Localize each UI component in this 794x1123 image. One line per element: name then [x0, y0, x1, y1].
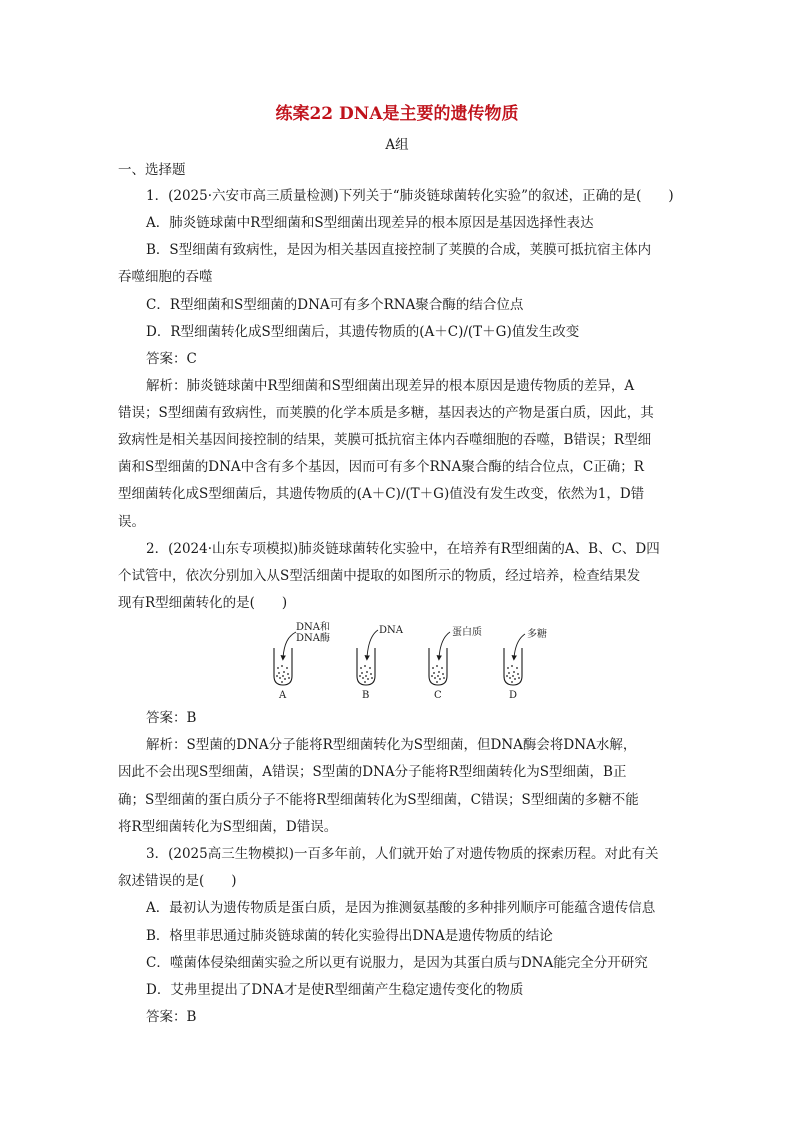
q3-stem-2: 叙述错误的是( ): [118, 873, 237, 889]
tube-c-bacteria: [431, 665, 445, 683]
tube-d-bacteria: [506, 665, 520, 683]
q2-answer: 答案：B: [146, 710, 197, 726]
q2-stem-2: 个试管中，依次分别加入从S型活细菌中提取的如图所示的物质，经过培养，检查结果发: [118, 568, 641, 584]
q1-answer: 答案：C: [146, 351, 197, 367]
q2-explanation-2: 因此不会出现S型细菌，A错误；S型菌的DNA分子能将R型细菌转化为S型细菌，B正: [118, 764, 627, 780]
q3-stem-1: 3．(2025高三生物模拟)一百多年前，人们就开始了对遗传物质的探索历程。对此有关: [146, 846, 659, 862]
q1-option-b-cont: 吞噬细胞的吞噬: [118, 269, 213, 285]
tube-c: [429, 625, 482, 700]
q1-explanation-5: 型细菌转化成S型细菌后，其遗传物质的(A＋C)/(T＋G)值没有发生改变，依然为1，D错: [118, 486, 645, 502]
page-title: 练案22 DNA是主要的遗传物质: [275, 104, 519, 124]
q2-explanation-1: 解析：S型菌的DNA分子能将R型细菌转化为S型细菌，但DNA酶会将DNA水解，: [146, 737, 637, 753]
q2-stem-1: 2．(2024·山东专项模拟)肺炎链球菌转化实验中，在培养有R型细菌的A、B、C、D四: [146, 541, 660, 557]
q2-explanation-3: 确；S型细菌的蛋白质分子不能将R型细菌转化为S型细菌，C错误；S型细菌的多糖不能: [118, 792, 639, 808]
q3-option-a: A．最初认为遗传物质是蛋白质，是因为推测氨基酸的多种排列顺序可能蕴含遗传信息: [146, 900, 656, 916]
section-heading: 一、选择题: [118, 162, 186, 178]
q1-explanation-4: 菌和S型细菌的DNA中含有多个基因，因而可有多个RNA聚合酶的结合位点，C正确；R: [118, 459, 644, 475]
q1-option-b: B．S型细菌有致病性，是因为相关基因直接控制了荚膜的合成，荚膜可抵抗宿主体内: [146, 242, 652, 258]
group-heading: A组: [385, 137, 409, 153]
tube-a-label-1: DNA和: [296, 622, 330, 633]
q1-explanation-3: 致病性是相关基因间接控制的结果，荚膜可抵抗宿主体内吞噬细胞的吞噬，B错误；R型细: [118, 432, 652, 448]
q2-explanation-4: 将R型细菌转化为S型细菌，D错误。: [118, 819, 338, 835]
test-tube-figure: [262, 618, 562, 700]
q3-option-d: D．艾弗里提出了DNA才是使R型细菌产生稳定遗传变化的物质: [146, 982, 524, 998]
tube-b-bacteria: [359, 665, 373, 683]
q3-option-c: C．噬菌体侵染细菌实验之所以更有说服力，是因为其蛋白质与DNA能完全分开研究: [146, 955, 648, 971]
q1-explanation-6: 误。: [118, 514, 145, 530]
tube-c-label: 蛋白质: [452, 627, 482, 638]
q1-explanation-1: 解析：肺炎链球菌中R型细菌和S型细菌出现差异的根本原因是遗传物质的差异，A: [146, 378, 635, 394]
q3-option-b: B．格里菲思通过肺炎链球菌的转化实验得出DNA是遗传物质的结论: [146, 928, 553, 944]
q1-option-d: D．R型细菌转化成S型细菌后，其遗传物质的(A＋C)/(T＋G)值发生改变: [146, 324, 580, 340]
tube-b: [357, 625, 404, 700]
tube-d-letter: D: [509, 690, 518, 700]
tube-a: [274, 621, 330, 700]
tube-b-letter: B: [362, 690, 370, 700]
tube-d: [504, 627, 547, 700]
tube-a-letter: A: [279, 690, 287, 700]
tube-d-label: 多糖: [527, 629, 547, 640]
tube-a-bacteria: [276, 665, 290, 683]
q1-stem: 1．(2025·六安市高三质量检测)下列关于“肺炎链球菌转化实验”的叙述，正确的是( ): [146, 188, 674, 204]
tube-b-label: DNA: [379, 625, 403, 636]
q1-explanation-2: 错误；S型细菌有致病性，而荚膜的化学本质是多糖，基因表达的产物是蛋白质，因此，其: [118, 405, 654, 421]
tube-a-label-2: DNA酶: [296, 633, 330, 644]
tube-c-letter: C: [434, 690, 442, 700]
q3-answer: 答案：B: [146, 1009, 197, 1025]
q1-option-a: A．肺炎链球菌中R型细菌和S型细菌出现差异的根本原因是基因选择性表达: [146, 215, 594, 231]
q2-stem-3: 现有R型细菌转化的是( ): [118, 595, 288, 611]
q1-option-c: C．R型细菌和S型细菌的DNA可有多个RNA聚合酶的结合位点: [146, 297, 524, 313]
